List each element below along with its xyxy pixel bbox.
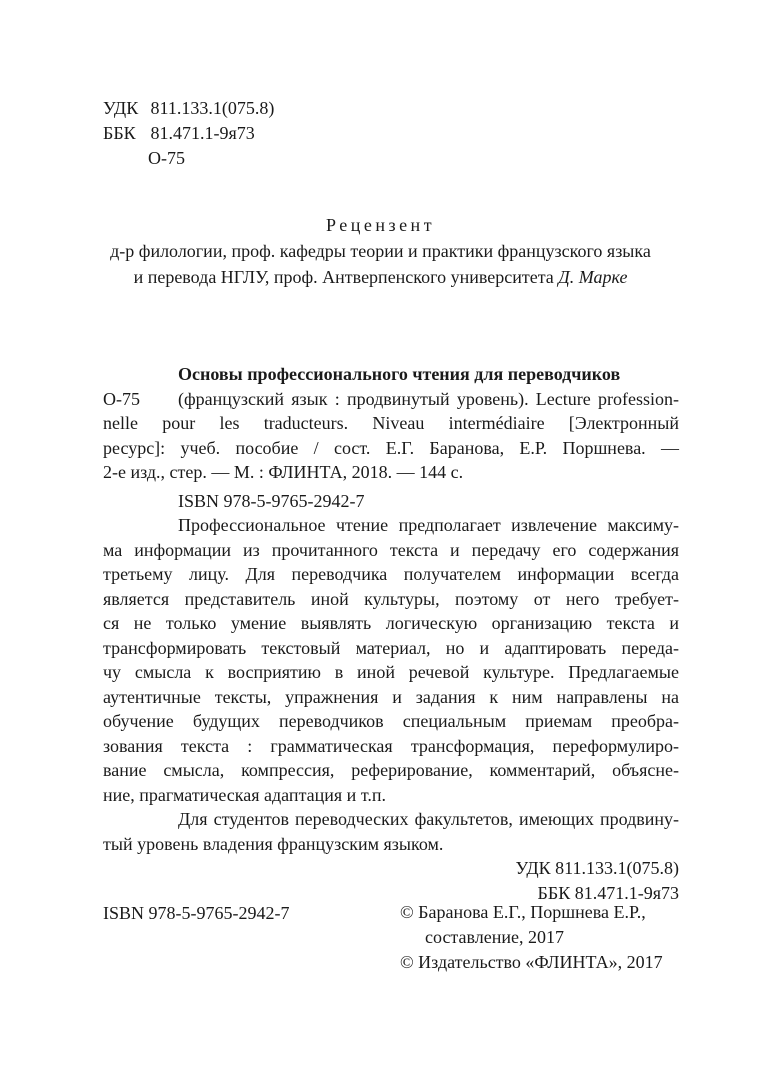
- annotation-line: является представитель иной культуры, поэтому от него требует-: [103, 588, 679, 609]
- description-line: (французский язык : продвинутый уровень). Lecture profession-: [178, 388, 679, 409]
- audience-note: [103, 807, 679, 856]
- classification-codes-right: [103, 856, 679, 905]
- annotation-line: Профессиональное чтение предполагает извлечение максиму-: [178, 515, 679, 535]
- copyright-authors: © Баранова Е.Г., Поршнева Е.Р.,: [400, 902, 646, 922]
- description-code: О-75: [103, 388, 140, 409]
- copyright-block: [400, 900, 663, 975]
- description-line: ресурс]: учеб. пособие / сост. Е.Г. Баранова, Е.Р. Поршнева. —: [103, 437, 679, 458]
- udk-row: [103, 96, 274, 121]
- annotation-line: вание смысла, компрессия, реферирование, комментарий, объясне-: [103, 760, 679, 780]
- isbn-line: ISBN 978-5-9765-2942-7: [178, 490, 365, 511]
- annotation-line: аутентичные тексты, упражнения и задания к ним направлены на: [103, 686, 679, 707]
- copyright-compilation: составление, 2017: [425, 927, 564, 947]
- reviewer-affiliation: и перевода НГЛУ, проф. Антверпенского университета: [133, 267, 559, 287]
- bottom-isbn: ISBN 978-5-9765-2942-7: [103, 903, 290, 923]
- copyright-publisher: © Издательство «ФЛИНТА», 2017: [400, 952, 663, 972]
- classification-block: [103, 96, 274, 171]
- bbk-value: 81.471.1-9я73: [150, 123, 255, 143]
- annotation: [103, 513, 679, 807]
- udk-key: УДК: [103, 98, 139, 118]
- reviewer-heading: Рецензент: [325, 215, 436, 235]
- description-block: [103, 387, 679, 485]
- reviewer-block: [78, 212, 683, 290]
- udk-value: 811.133.1(075.8): [150, 98, 275, 118]
- reviewer-name: Д. Марке: [558, 267, 628, 287]
- book-title: Основы профессионального чтения для переводчиков: [178, 364, 621, 384]
- description-line: nelle pour les traducteurs. Niveau intermédiaire [Электронный: [103, 413, 679, 433]
- annotation-line: обучение будущих переводчиков специальным приемам преобра-: [103, 711, 679, 731]
- annotation-line: ние, прагматическая адаптация и т.п.: [103, 784, 386, 805]
- bbk-row: [103, 121, 274, 146]
- annotation-line: ма информации из прочитанного текста и передачу его содержания: [103, 539, 679, 560]
- annotation-line: ся не только умение выявлять логическую организацию текста и: [103, 613, 679, 633]
- reviewer-line-1: д-р филологии, проф. кафедры теории и практики французского языка: [110, 241, 651, 261]
- reviewer-line-2: [78, 264, 683, 290]
- bbk-code-right: ББК 81.471.1-9я73: [537, 882, 679, 903]
- annotation-line: трансформировать текстовый материал, но и адаптировать переда-: [103, 637, 679, 658]
- audience-line: Для студентов переводческих факультетов, имеющих продвину-: [178, 809, 679, 829]
- bibliographic-description: [103, 362, 679, 905]
- audience-line: тый уровень владения французским языком.: [103, 833, 444, 854]
- annotation-line: третьему лицу. Для переводчика получателем информации всегда: [103, 564, 679, 584]
- description-line: 2-е изд., стер. — М. : ФЛИНТА, 2018. — 144 с.: [103, 462, 464, 482]
- udk-code-right: УДК 811.133.1(075.8): [515, 858, 679, 878]
- author-mark: О-75: [148, 148, 185, 168]
- bbk-key: ББК: [103, 123, 136, 143]
- annotation-line: зования текста : грамматическая трансформация, переформулиро-: [103, 735, 679, 756]
- annotation-line: чу смысла к восприятию в иной речевой культуре. Предлагаемые: [103, 662, 679, 682]
